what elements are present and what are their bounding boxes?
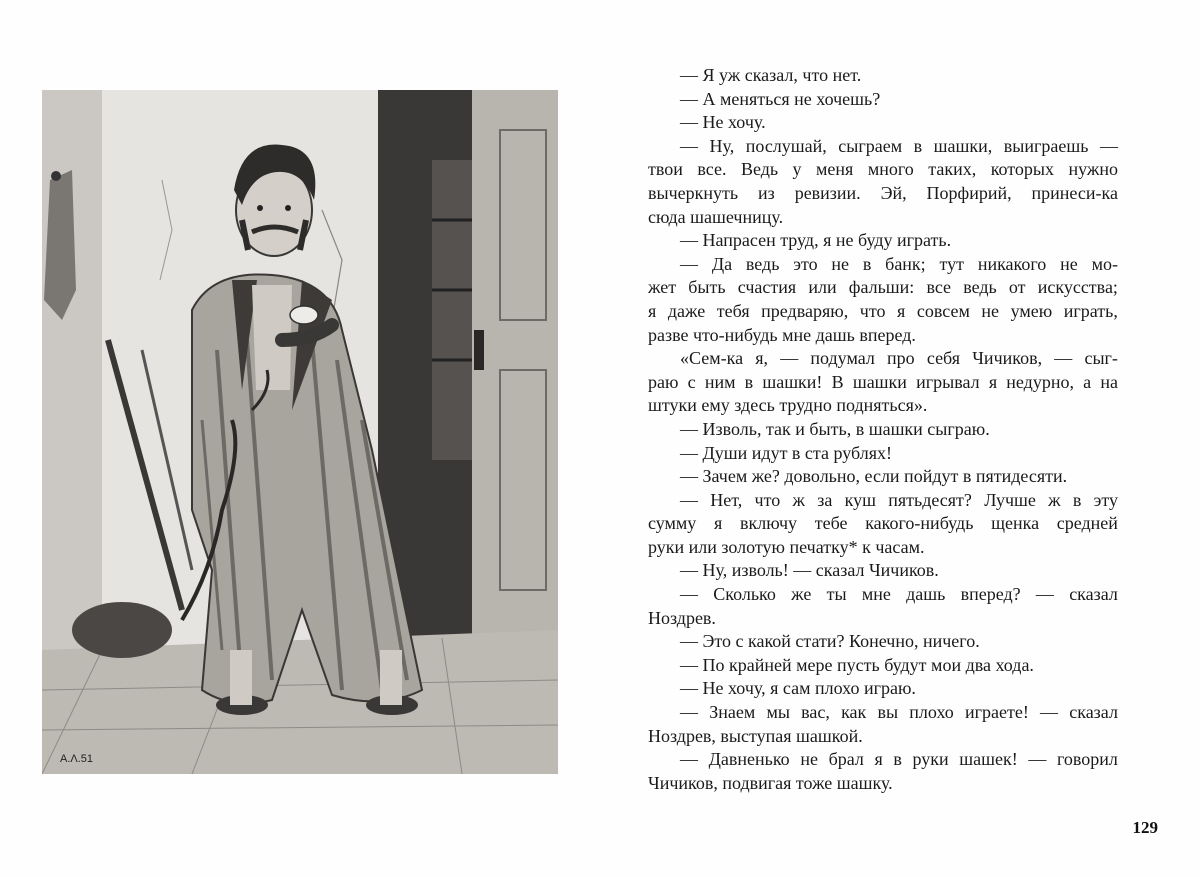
- text-line: — Ну, изволь! — сказал Чичиков.: [680, 560, 939, 581]
- text-line: я даже тебя предваряю, что я совсем не умею играть,: [648, 300, 1118, 321]
- text-line: штуки ему здесь трудно подняться».: [648, 395, 928, 416]
- text-line: — Напрасен труд, я не буду играть.: [680, 230, 952, 251]
- ink-drawing: [42, 90, 558, 774]
- text-line: жет быть счастия или фальши: все ведь от искусства;: [648, 277, 1118, 298]
- text-line: — Знаем мы вас, как вы плохо играете! — сказал: [680, 702, 1118, 723]
- text-line: — Зачем же? довольно, если пойдут в пятидесяти.: [680, 466, 1068, 487]
- text-line: — Это с какой стати? Конечно, ничего.: [680, 631, 980, 652]
- text-line: твои все. Ведь у меня много таких, которых нужно: [648, 159, 1118, 180]
- text-line: Чичиков, подвигая тоже шашку.: [648, 772, 893, 793]
- text-line: сюда шашечницу.: [648, 206, 784, 227]
- text-line: — Да ведь это не в банк; тут никакого не мо-: [680, 253, 1118, 274]
- text-line: — Сколько же ты мне дашь вперед? — сказал: [680, 584, 1118, 605]
- text-line: руки или золотую печатку* к часам.: [648, 536, 925, 557]
- text-line: — Изволь, так и быть, в шашки сыграю.: [680, 418, 990, 439]
- text-line: вычеркнуть из ревизии. Эй, Порфирий, принеси-ка: [648, 182, 1118, 203]
- text-line: — А меняться не хочешь?: [680, 88, 881, 109]
- text-line: — Я уж сказал, что нет.: [680, 65, 862, 85]
- text-line: разве что-нибудь мне дашь вперед.: [648, 324, 916, 345]
- text-line: раю с ним в шашки! В шашки игрывал я недурно, а на: [648, 371, 1118, 392]
- text-line: сумму я включу тебе какого-нибудь щенка средней: [648, 513, 1118, 534]
- text-line: «Сем-ка я, — подумал про себя Чичиков, — сыг-: [680, 348, 1118, 369]
- page-text: [648, 64, 1118, 795]
- text-line: — Души идут в ста рублях!: [680, 442, 892, 463]
- text-line: Ноздрев.: [648, 607, 716, 628]
- text-line: — Не хочу.: [680, 112, 766, 133]
- page-number: 129: [1132, 818, 1158, 837]
- illustration-nozdryov: [42, 90, 558, 774]
- text-line: — Давненько не брал я в руки шашек! — говорил: [680, 749, 1118, 770]
- text-line: Ноздрев, выступая шашкой.: [648, 725, 863, 746]
- text-line: — По крайней мере пусть будут мои два хода.: [680, 654, 1034, 675]
- text-line: — Не хочу, я сам плохо играю.: [680, 678, 916, 699]
- text-line: — Нет, что ж за куш пятьдесят? Лучше ж в эту: [680, 489, 1118, 510]
- text-line: — Ну, послушай, сыграем в шашки, выиграешь —: [680, 135, 1118, 156]
- artist-signature: A.Λ.51: [60, 753, 94, 765]
